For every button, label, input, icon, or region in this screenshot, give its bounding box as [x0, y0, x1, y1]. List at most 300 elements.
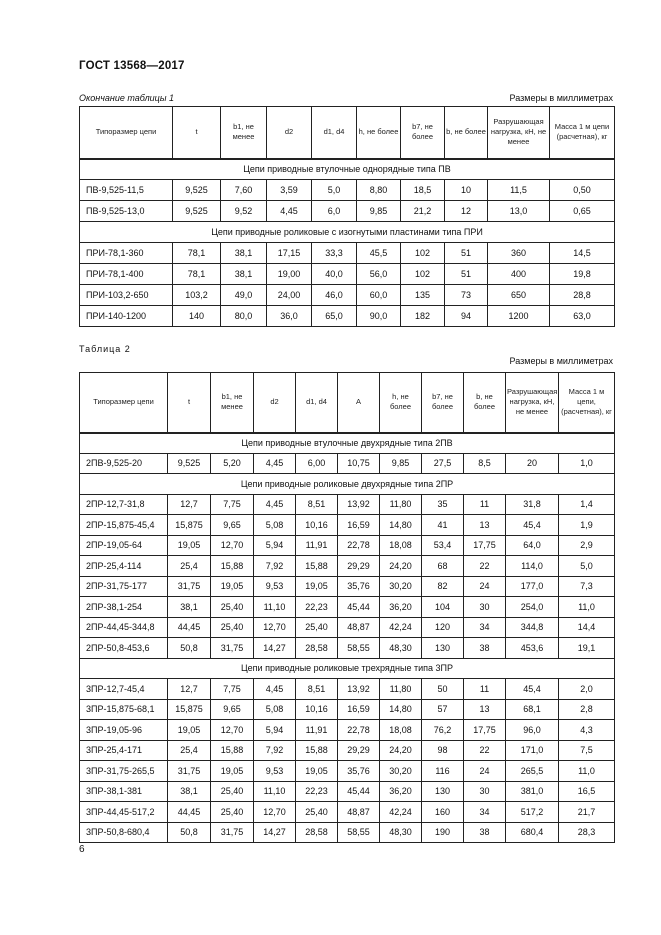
- column-header: Масса 1 м цепи (расчетная), кг: [550, 107, 615, 159]
- table-row: [80, 822, 615, 843]
- value-cell: 38,1: [221, 264, 267, 285]
- value-cell: 44,45: [168, 617, 211, 638]
- table-row: [80, 699, 615, 720]
- value-cell: 680,4: [506, 822, 559, 843]
- value-cell: 344,8: [506, 617, 559, 638]
- value-cell: 14,4: [559, 617, 615, 638]
- value-cell: 25,40: [211, 802, 254, 823]
- value-cell: 10,75: [338, 453, 380, 474]
- chain-size-cell: 3ПР-25,4-171: [80, 740, 168, 761]
- column-header: h, не более: [357, 107, 401, 159]
- value-cell: 38: [464, 822, 506, 843]
- value-cell: 68: [422, 556, 464, 577]
- value-cell: 10,16: [296, 515, 338, 536]
- value-cell: 1,9: [559, 515, 615, 536]
- value-cell: 12,70: [254, 802, 296, 823]
- section-row: [80, 222, 615, 243]
- value-cell: 48,87: [338, 802, 380, 823]
- column-header: h, не более: [380, 373, 422, 433]
- value-cell: 8,5: [464, 453, 506, 474]
- value-cell: 9,85: [380, 453, 422, 474]
- column-header: t: [168, 373, 211, 433]
- value-cell: 22: [464, 556, 506, 577]
- value-cell: 7,75: [211, 679, 254, 700]
- value-cell: 650: [488, 285, 550, 306]
- value-cell: 31,75: [168, 761, 211, 782]
- value-cell: 5,08: [254, 699, 296, 720]
- chain-size-cell: ПРИ-78,1-360: [80, 243, 173, 264]
- value-cell: 30: [464, 781, 506, 802]
- table-row: [80, 180, 615, 201]
- value-cell: 57: [422, 699, 464, 720]
- value-cell: 9,52: [221, 201, 267, 222]
- value-cell: 94: [445, 306, 488, 327]
- value-cell: 29,29: [338, 740, 380, 761]
- value-cell: 7,92: [254, 740, 296, 761]
- value-cell: 78,1: [173, 264, 221, 285]
- chain-size-cell: ПРИ-78,1-400: [80, 264, 173, 285]
- value-cell: 9,53: [254, 761, 296, 782]
- column-header: Типоразмер цепи: [80, 107, 173, 159]
- value-cell: 45,4: [506, 679, 559, 700]
- section-title: Цепи приводные роликовые двухрядные типа 2ПР: [80, 474, 615, 495]
- value-cell: 98: [422, 740, 464, 761]
- value-cell: 177,0: [506, 576, 559, 597]
- chain-size-cell: ПРИ-140-1200: [80, 306, 173, 327]
- value-cell: 17,75: [464, 535, 506, 556]
- value-cell: 11,91: [296, 720, 338, 741]
- value-cell: 17,15: [267, 243, 312, 264]
- value-cell: 114,0: [506, 556, 559, 577]
- value-cell: 25,4: [168, 740, 211, 761]
- value-cell: 22,23: [296, 781, 338, 802]
- value-cell: 60,0: [357, 285, 401, 306]
- value-cell: 40,0: [312, 264, 357, 285]
- value-cell: 25,40: [211, 781, 254, 802]
- value-cell: 140: [173, 306, 221, 327]
- value-cell: 1,0: [559, 453, 615, 474]
- value-cell: 16,5: [559, 781, 615, 802]
- value-cell: 24: [464, 576, 506, 597]
- value-cell: 24: [464, 761, 506, 782]
- value-cell: 7,5: [559, 740, 615, 761]
- section-row: [80, 474, 615, 495]
- value-cell: 19,05: [168, 720, 211, 741]
- value-cell: 14,27: [254, 638, 296, 659]
- column-header: Типоразмер цепи: [80, 373, 168, 433]
- value-cell: 38: [464, 638, 506, 659]
- value-cell: 171,0: [506, 740, 559, 761]
- value-cell: 28,58: [296, 822, 338, 843]
- value-cell: 42,24: [380, 617, 422, 638]
- section-title: Цепи приводные роликовые с изогнутыми пластинами типа ПРИ: [80, 222, 615, 243]
- table1-units-note: Размеры в миллиметрах: [509, 93, 613, 103]
- table-row: [80, 761, 615, 782]
- value-cell: 31,8: [506, 494, 559, 515]
- value-cell: 31,75: [168, 576, 211, 597]
- value-cell: 8,80: [357, 180, 401, 201]
- value-cell: 0,50: [550, 180, 615, 201]
- column-header: b7, не более: [401, 107, 445, 159]
- value-cell: 7,92: [254, 556, 296, 577]
- value-cell: 38,1: [168, 781, 211, 802]
- chain-size-cell: 3ПР-44,45-517,2: [80, 802, 168, 823]
- value-cell: 11,80: [380, 679, 422, 700]
- value-cell: 16,59: [338, 699, 380, 720]
- value-cell: 15,875: [168, 515, 211, 536]
- value-cell: 27,5: [422, 453, 464, 474]
- value-cell: 130: [422, 781, 464, 802]
- table-row: [80, 556, 615, 577]
- chain-size-cell: 2ПВ-9,525-20: [80, 453, 168, 474]
- chain-size-cell: 3ПР-31,75-265,5: [80, 761, 168, 782]
- section-title: Цепи приводные роликовые трехрядные типа 3ПР: [80, 658, 615, 679]
- value-cell: 18,5: [401, 180, 445, 201]
- value-cell: 45,4: [506, 515, 559, 536]
- value-cell: 82: [422, 576, 464, 597]
- value-cell: 18,08: [380, 720, 422, 741]
- value-cell: 78,1: [173, 243, 221, 264]
- value-cell: 13,92: [338, 494, 380, 515]
- value-cell: 265,5: [506, 761, 559, 782]
- value-cell: 20: [506, 453, 559, 474]
- value-cell: 11,91: [296, 535, 338, 556]
- value-cell: 28,8: [550, 285, 615, 306]
- value-cell: 381,0: [506, 781, 559, 802]
- value-cell: 5,20: [211, 453, 254, 474]
- value-cell: 19,05: [296, 576, 338, 597]
- value-cell: 28,58: [296, 638, 338, 659]
- section-row: [80, 433, 615, 454]
- value-cell: 182: [401, 306, 445, 327]
- value-cell: 11,80: [380, 494, 422, 515]
- value-cell: 102: [401, 243, 445, 264]
- section-row: [80, 658, 615, 679]
- value-cell: 24,20: [380, 556, 422, 577]
- table-row: [80, 740, 615, 761]
- value-cell: 12,70: [211, 720, 254, 741]
- value-cell: 15,88: [296, 740, 338, 761]
- value-cell: 4,45: [254, 679, 296, 700]
- value-cell: 14,27: [254, 822, 296, 843]
- value-cell: 400: [488, 264, 550, 285]
- value-cell: 48,30: [380, 822, 422, 843]
- chain-size-cell: 3ПР-12,7-45,4: [80, 679, 168, 700]
- value-cell: 11: [464, 679, 506, 700]
- value-cell: 9,525: [173, 201, 221, 222]
- value-cell: 104: [422, 597, 464, 618]
- column-header: b7, не более: [422, 373, 464, 433]
- value-cell: 48,87: [338, 617, 380, 638]
- value-cell: 36,20: [380, 597, 422, 618]
- value-cell: 29,29: [338, 556, 380, 577]
- value-cell: 11,0: [559, 761, 615, 782]
- value-cell: 11,10: [254, 781, 296, 802]
- value-cell: 15,88: [211, 740, 254, 761]
- table-row: [80, 679, 615, 700]
- value-cell: 2,8: [559, 699, 615, 720]
- value-cell: 10: [445, 180, 488, 201]
- table2-caption: Таблица 2: [79, 344, 131, 354]
- chain-size-cell: ПВ-9,525-13,0: [80, 201, 173, 222]
- value-cell: 5,0: [559, 556, 615, 577]
- value-cell: 96,0: [506, 720, 559, 741]
- value-cell: 15,88: [211, 556, 254, 577]
- value-cell: 10,16: [296, 699, 338, 720]
- section-title: Цепи приводные втулочные двухрядные типа 2ПВ: [80, 433, 615, 454]
- value-cell: 80,0: [221, 306, 267, 327]
- value-cell: 53,4: [422, 535, 464, 556]
- value-cell: 9,525: [168, 453, 211, 474]
- value-cell: 5,94: [254, 535, 296, 556]
- value-cell: 35,76: [338, 761, 380, 782]
- chain-size-cell: 3ПР-19,05-96: [80, 720, 168, 741]
- value-cell: 9,85: [357, 201, 401, 222]
- value-cell: 453,6: [506, 638, 559, 659]
- value-cell: 24,00: [267, 285, 312, 306]
- table-row: [80, 638, 615, 659]
- value-cell: 19,1: [559, 638, 615, 659]
- value-cell: 5,0: [312, 180, 357, 201]
- value-cell: 14,80: [380, 515, 422, 536]
- value-cell: 22,23: [296, 597, 338, 618]
- value-cell: 360: [488, 243, 550, 264]
- table-row: [80, 535, 615, 556]
- value-cell: 4,45: [254, 453, 296, 474]
- table-row: [80, 201, 615, 222]
- table-row: [80, 597, 615, 618]
- value-cell: 116: [422, 761, 464, 782]
- value-cell: 30: [464, 597, 506, 618]
- value-cell: 58,55: [338, 638, 380, 659]
- column-header: b1, не менее: [211, 373, 254, 433]
- value-cell: 25,40: [211, 597, 254, 618]
- value-cell: 22,78: [338, 535, 380, 556]
- value-cell: 21,2: [401, 201, 445, 222]
- column-header: Разрушающая нагрузка, кН, не менее: [506, 373, 559, 433]
- value-cell: 34: [464, 617, 506, 638]
- value-cell: 130: [422, 638, 464, 659]
- value-cell: 38,1: [168, 597, 211, 618]
- value-cell: 1200: [488, 306, 550, 327]
- value-cell: 13: [464, 699, 506, 720]
- value-cell: 160: [422, 802, 464, 823]
- chain-size-cell: 2ПР-44,45-344,8: [80, 617, 168, 638]
- column-header: d1, d4: [312, 107, 357, 159]
- value-cell: 5,08: [254, 515, 296, 536]
- value-cell: 22,78: [338, 720, 380, 741]
- value-cell: 7,60: [221, 180, 267, 201]
- value-cell: 11: [464, 494, 506, 515]
- value-cell: 15,875: [168, 699, 211, 720]
- value-cell: 56,0: [357, 264, 401, 285]
- chain-size-cell: 2ПР-12,7-31,8: [80, 494, 168, 515]
- value-cell: 16,59: [338, 515, 380, 536]
- value-cell: 36,0: [267, 306, 312, 327]
- value-cell: 35,76: [338, 576, 380, 597]
- chain-size-cell: 2ПР-50,8-453,6: [80, 638, 168, 659]
- value-cell: 45,44: [338, 597, 380, 618]
- value-cell: 190: [422, 822, 464, 843]
- value-cell: 5,94: [254, 720, 296, 741]
- value-cell: 30,20: [380, 576, 422, 597]
- value-cell: 19,05: [211, 576, 254, 597]
- value-cell: 13,0: [488, 201, 550, 222]
- value-cell: 13,92: [338, 679, 380, 700]
- value-cell: 13: [464, 515, 506, 536]
- value-cell: 9,65: [211, 699, 254, 720]
- column-header: b, не более: [445, 107, 488, 159]
- value-cell: 0,65: [550, 201, 615, 222]
- chain-size-cell: 3ПР-50,8-680,4: [80, 822, 168, 843]
- value-cell: 14,5: [550, 243, 615, 264]
- table-row: [80, 515, 615, 536]
- value-cell: 17,75: [464, 720, 506, 741]
- value-cell: 30,20: [380, 761, 422, 782]
- value-cell: 9,65: [211, 515, 254, 536]
- column-header: b1, не менее: [221, 107, 267, 159]
- value-cell: 41: [422, 515, 464, 536]
- value-cell: 3,59: [267, 180, 312, 201]
- standard-title: ГОСТ 13568—2017: [79, 60, 185, 72]
- value-cell: 8,51: [296, 679, 338, 700]
- value-cell: 36,20: [380, 781, 422, 802]
- column-header: A: [338, 373, 380, 433]
- value-cell: 7,3: [559, 576, 615, 597]
- section-row: [80, 159, 615, 180]
- value-cell: 58,55: [338, 822, 380, 843]
- table-row: [80, 264, 615, 285]
- value-cell: 33,3: [312, 243, 357, 264]
- column-header: Разрушающая нагрузка, кН, не менее: [488, 107, 550, 159]
- value-cell: 51: [445, 264, 488, 285]
- value-cell: 42,24: [380, 802, 422, 823]
- value-cell: 31,75: [211, 822, 254, 843]
- value-cell: 48,30: [380, 638, 422, 659]
- value-cell: 28,3: [559, 822, 615, 843]
- value-cell: 50,8: [168, 638, 211, 659]
- value-cell: 49,0: [221, 285, 267, 306]
- value-cell: 12,7: [168, 494, 211, 515]
- value-cell: 73: [445, 285, 488, 306]
- value-cell: 12,70: [254, 617, 296, 638]
- column-header: d2: [267, 107, 312, 159]
- value-cell: 25,40: [211, 617, 254, 638]
- value-cell: 19,00: [267, 264, 312, 285]
- table-row: [80, 453, 615, 474]
- value-cell: 18,08: [380, 535, 422, 556]
- table-row: [80, 285, 615, 306]
- value-cell: 4,45: [267, 201, 312, 222]
- table-row: [80, 243, 615, 264]
- value-cell: 15,88: [296, 556, 338, 577]
- value-cell: 25,4: [168, 556, 211, 577]
- section-title: Цепи приводные втулочные однорядные типа ПВ: [80, 159, 615, 180]
- table-row: [80, 720, 615, 741]
- value-cell: 9,525: [173, 180, 221, 201]
- value-cell: 90,0: [357, 306, 401, 327]
- value-cell: 63,0: [550, 306, 615, 327]
- value-cell: 19,05: [168, 535, 211, 556]
- value-cell: 6,0: [312, 201, 357, 222]
- value-cell: 65,0: [312, 306, 357, 327]
- chain-size-cell: ПВ-9,525-11,5: [80, 180, 173, 201]
- chain-size-cell: 2ПР-25,4-114: [80, 556, 168, 577]
- value-cell: 50,8: [168, 822, 211, 843]
- value-cell: 12: [445, 201, 488, 222]
- chain-size-cell: 2ПР-15,875-45,4: [80, 515, 168, 536]
- table-1: [79, 106, 615, 327]
- value-cell: 6,00: [296, 453, 338, 474]
- value-cell: 103,2: [173, 285, 221, 306]
- value-cell: 35: [422, 494, 464, 515]
- value-cell: 12,7: [168, 679, 211, 700]
- value-cell: 76,2: [422, 720, 464, 741]
- value-cell: 14,80: [380, 699, 422, 720]
- value-cell: 68,1: [506, 699, 559, 720]
- table-row: [80, 494, 615, 515]
- value-cell: 7,75: [211, 494, 254, 515]
- chain-size-cell: 3ПР-38,1-381: [80, 781, 168, 802]
- value-cell: 19,8: [550, 264, 615, 285]
- table-row: [80, 306, 615, 327]
- chain-size-cell: 3ПР-15,875-68,1: [80, 699, 168, 720]
- value-cell: 135: [401, 285, 445, 306]
- value-cell: 102: [401, 264, 445, 285]
- page-number: 6: [79, 844, 85, 855]
- value-cell: 254,0: [506, 597, 559, 618]
- table-row: [80, 781, 615, 802]
- table-2: [79, 372, 615, 843]
- value-cell: 51: [445, 243, 488, 264]
- table-row: [80, 617, 615, 638]
- value-cell: 25,40: [296, 617, 338, 638]
- value-cell: 22: [464, 740, 506, 761]
- column-header: d2: [254, 373, 296, 433]
- table2-units-note: Размеры в миллиметрах: [509, 356, 613, 366]
- value-cell: 34: [464, 802, 506, 823]
- value-cell: 19,05: [211, 761, 254, 782]
- column-header: Масса 1 м цепи, (расчетная), кг: [559, 373, 615, 433]
- value-cell: 44,45: [168, 802, 211, 823]
- value-cell: 31,75: [211, 638, 254, 659]
- value-cell: 38,1: [221, 243, 267, 264]
- column-header: t: [173, 107, 221, 159]
- value-cell: 21,7: [559, 802, 615, 823]
- value-cell: 9,53: [254, 576, 296, 597]
- value-cell: 64,0: [506, 535, 559, 556]
- chain-size-cell: ПРИ-103,2-650: [80, 285, 173, 306]
- value-cell: 11,5: [488, 180, 550, 201]
- value-cell: 19,05: [296, 761, 338, 782]
- chain-size-cell: 2ПР-38,1-254: [80, 597, 168, 618]
- value-cell: 46,0: [312, 285, 357, 306]
- value-cell: 50: [422, 679, 464, 700]
- value-cell: 2,0: [559, 679, 615, 700]
- table-row: [80, 802, 615, 823]
- value-cell: 8,51: [296, 494, 338, 515]
- value-cell: 24,20: [380, 740, 422, 761]
- value-cell: 25,40: [296, 802, 338, 823]
- value-cell: 11,0: [559, 597, 615, 618]
- value-cell: 4,3: [559, 720, 615, 741]
- value-cell: 4,45: [254, 494, 296, 515]
- value-cell: 45,5: [357, 243, 401, 264]
- value-cell: 120: [422, 617, 464, 638]
- value-cell: 517,2: [506, 802, 559, 823]
- value-cell: 45,44: [338, 781, 380, 802]
- chain-size-cell: 2ПР-19,05-64: [80, 535, 168, 556]
